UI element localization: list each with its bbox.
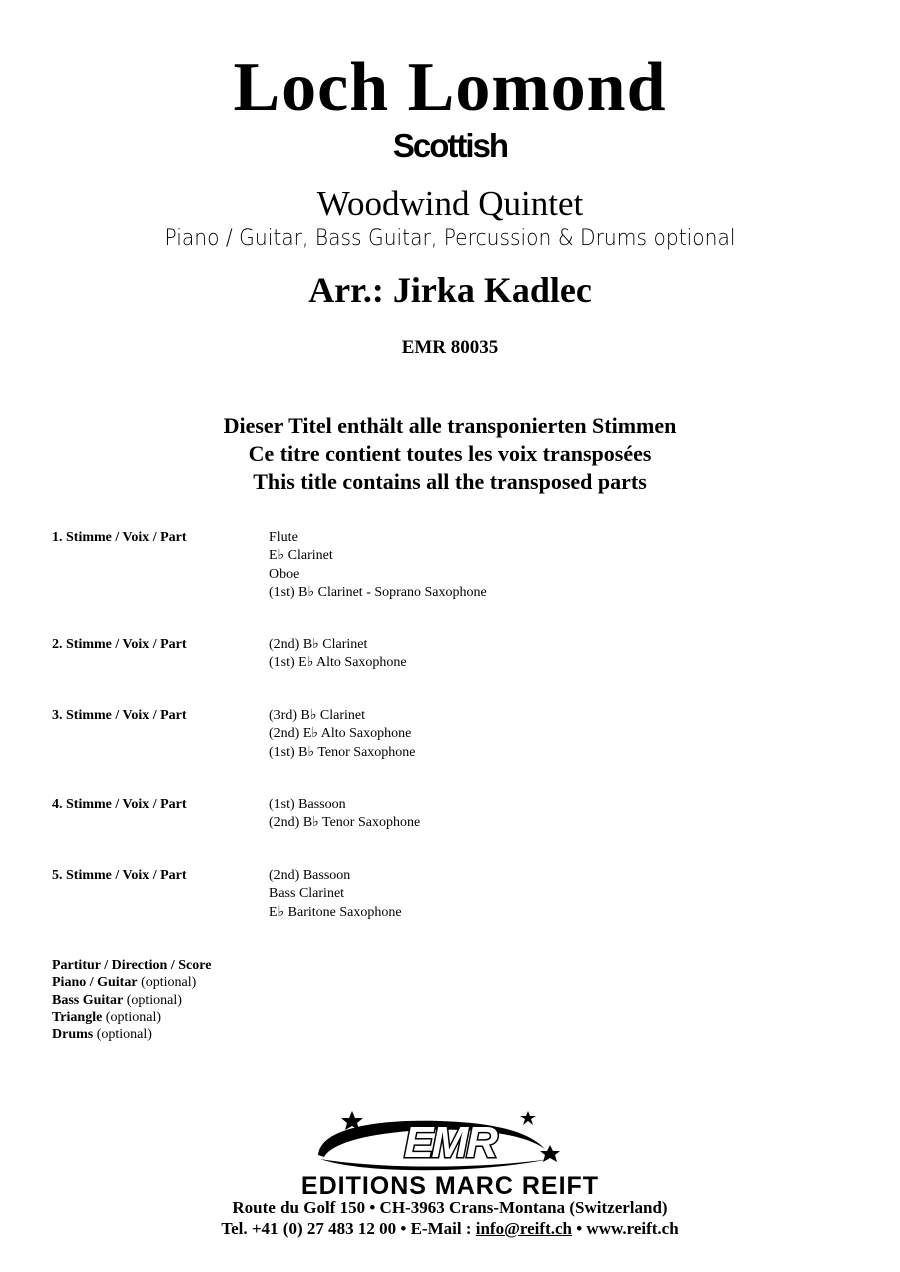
part-label: 4. Stimme / Voix / Part <box>52 797 187 812</box>
notice-german: Dieser Titel enthält alle transponierten Stimmen <box>223 413 677 438</box>
publisher-name: EDITIONS MARC REIFT <box>300 1172 600 1200</box>
email-link[interactable]: info@reift.ch <box>475 1219 572 1238</box>
part-instrument-list <box>269 796 420 833</box>
page-title: Loch Lomond <box>233 49 667 126</box>
instrument-item: E♭ Baritone Saxophone <box>269 904 402 920</box>
optional-instruments: Piano / Guitar, Bass Guitar, Percussion & Drums optional <box>164 226 736 251</box>
part-label: 3. Stimme / Voix / Part <box>52 708 187 723</box>
instrument-item: Oboe <box>269 566 300 582</box>
score-and-optional-list <box>52 957 211 1043</box>
instrument-item: E♭ Clarinet <box>269 548 333 564</box>
instrument-item: (1st) Bassoon <box>269 797 346 812</box>
list-item <box>52 992 211 1009</box>
list-item <box>52 974 211 991</box>
extra-note: (optional) <box>141 975 197 991</box>
phone-text: Tel. +41 (0) 27 483 12 00 • E-Mail : <box>221 1219 476 1238</box>
instrument-item: Bass Clarinet <box>269 886 345 902</box>
instrument-item: (2nd) B♭ Clarinet <box>269 637 368 652</box>
emr-logo <box>300 1105 600 1177</box>
extra-note: (optional) <box>126 992 182 1008</box>
part-instrument-list <box>269 867 402 922</box>
instrument-item: (2nd) E♭ Alto Saxophone <box>269 726 412 742</box>
part-label: 5. Stimme / Voix / Part <box>52 868 187 883</box>
part-instrument-list <box>269 529 487 602</box>
instrument-item: (3rd) B♭ Clarinet <box>269 708 366 723</box>
instrument-item: (1st) B♭ Tenor Saxophone <box>269 744 416 760</box>
catalog-number: EMR 80035 <box>401 337 499 358</box>
instrument-item: (1st) B♭ Clarinet - Soprano Saxophone <box>269 584 487 600</box>
list-item <box>52 1009 211 1026</box>
publisher-address: Route du Golf 150 • CH-3963 Crans-Montana (Switzerland) <box>232 1198 668 1217</box>
instrument-item: (2nd) B♭ Tenor Saxophone <box>269 815 421 831</box>
part-label: 1. Stimme / Voix / Part <box>52 530 187 545</box>
logo-text: EMR <box>404 1118 496 1167</box>
extra-name: Triangle <box>52 1009 103 1025</box>
list-item <box>52 957 211 974</box>
arranger: Arr.: Jirka Kadlec <box>308 270 592 310</box>
extra-name: Drums <box>52 1027 94 1043</box>
ensemble: Woodwind Quintet <box>316 184 584 223</box>
extra-name: Partitur / Direction / Score <box>52 958 212 973</box>
notice-french: Ce titre contient toutes les voix transposées <box>248 441 652 466</box>
part-instrument-list <box>269 707 416 762</box>
extra-name: Piano / Guitar <box>52 975 138 991</box>
instrument-item: (1st) E♭ Alto Saxophone <box>269 655 407 671</box>
subtitle: Scottish <box>392 127 508 164</box>
instrument-item: (2nd) Bassoon <box>269 868 351 883</box>
list-item <box>52 1026 211 1043</box>
notice-english: This title contains all the transposed parts <box>253 469 647 494</box>
extra-name: Bass Guitar <box>52 992 124 1008</box>
publisher-contact <box>0 1218 900 1240</box>
part-label: 2. Stimme / Voix / Part <box>52 637 187 652</box>
extra-note: (optional) <box>96 1027 152 1043</box>
extra-note: (optional) <box>105 1009 162 1025</box>
part-instrument-list <box>269 636 407 673</box>
instrument-item: Flute <box>269 530 298 545</box>
website-text: • www.reift.ch <box>571 1219 679 1238</box>
